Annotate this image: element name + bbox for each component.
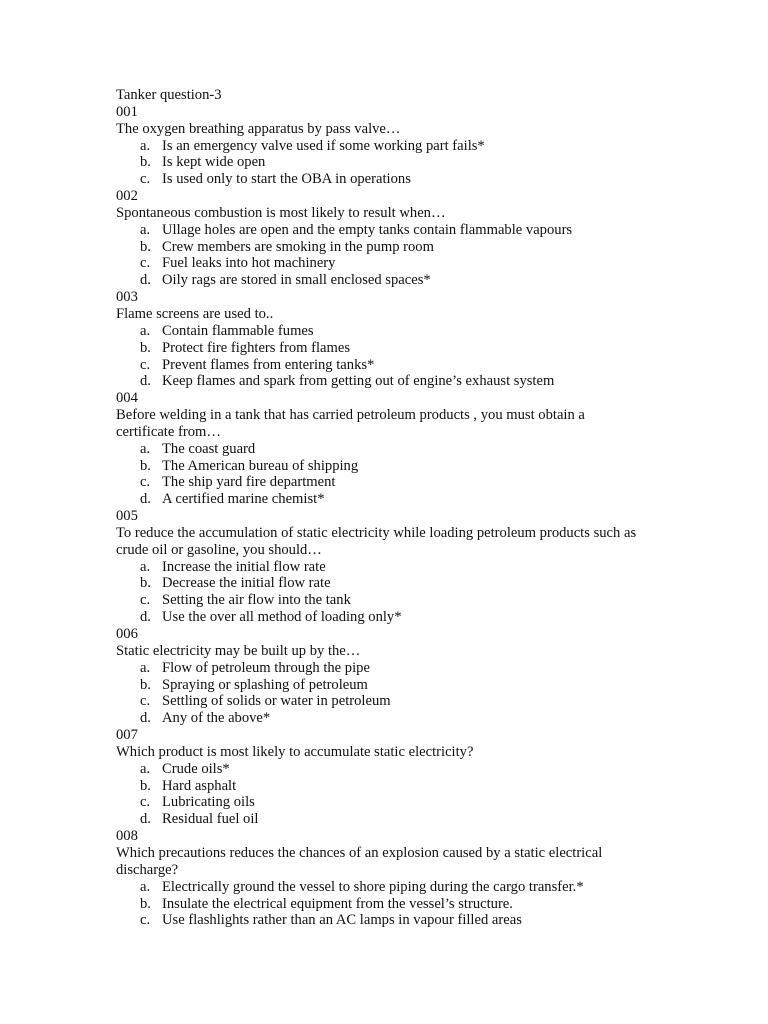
question-block: [116, 289, 646, 390]
option-text: Residual fuel oil: [162, 811, 259, 828]
question-block: [116, 390, 646, 508]
option-text: Is an emergency valve used if some working part fails*: [162, 137, 485, 154]
option-letter: d.: [140, 609, 151, 626]
answer-options: [116, 879, 646, 930]
question-text: Before welding in a tank that has carried petroleum products , you must obtain a certificate from…: [116, 407, 585, 440]
answer-option: [116, 458, 646, 475]
option-letter: c.: [140, 255, 151, 272]
answer-option: [116, 340, 646, 357]
option-letter: b.: [140, 457, 151, 474]
option-letter: a.: [140, 878, 151, 895]
option-letter: a.: [140, 137, 151, 154]
question-block: [116, 508, 646, 626]
option-letter: a.: [140, 322, 151, 339]
option-text: Use flashlights rather than an AC lamps in vapour filled areas: [162, 912, 522, 929]
option-text: Lubricating oils: [162, 794, 255, 811]
question-number: 002: [116, 188, 138, 205]
answer-option: [116, 138, 646, 155]
option-letter: b.: [140, 339, 151, 356]
option-text: Is kept wide open: [162, 154, 266, 171]
option-letter: c.: [140, 693, 151, 710]
answer-option: [116, 912, 646, 929]
answer-option: [116, 154, 646, 171]
answer-option: [116, 693, 646, 710]
answer-options: [116, 323, 646, 390]
document-title: Tanker question-3: [116, 87, 222, 103]
question-text: The oxygen breathing apparatus by pass valve…: [116, 120, 401, 137]
option-text: Crew members are smoking in the pump room: [162, 238, 434, 255]
question-block: [116, 727, 646, 828]
option-text: Crude oils*: [162, 760, 230, 777]
answer-option: [116, 373, 646, 390]
question-block: [116, 626, 646, 727]
question-block: [116, 188, 646, 289]
option-letter: b.: [140, 895, 151, 912]
option-text: Oily rags are stored in small enclosed spaces*: [162, 272, 431, 289]
question-list: [116, 104, 646, 929]
answer-option: [116, 239, 646, 256]
answer-option: [116, 879, 646, 896]
option-letter: c.: [140, 794, 151, 811]
answer-option: [116, 474, 646, 491]
option-text: Protect fire fighters from flames: [162, 339, 351, 356]
answer-option: [116, 222, 646, 239]
answer-options: [116, 559, 646, 626]
option-text: A certified marine chemist*: [162, 491, 325, 508]
option-text: The ship yard fire department: [162, 474, 336, 491]
question-text: Spontaneous combustion is most likely to result when…: [116, 204, 446, 221]
option-letter: d.: [140, 811, 151, 828]
option-text: Any of the above*: [162, 710, 271, 727]
document-page: [116, 87, 646, 929]
option-letter: d.: [140, 373, 151, 390]
answer-option: [116, 575, 646, 592]
option-text: Decrease the initial flow rate: [162, 575, 331, 592]
answer-option: [116, 357, 646, 374]
answer-option: [116, 710, 646, 727]
answer-option: [116, 677, 646, 694]
option-letter: b.: [140, 777, 151, 794]
option-letter: a.: [140, 558, 151, 575]
answer-option: [116, 896, 646, 913]
option-text: Setting the air flow into the tank: [162, 592, 351, 609]
question-text: Which precautions reduces the chances of an explosion caused by a static electrical discharge?: [116, 844, 603, 878]
option-text: Hard asphalt: [162, 777, 237, 794]
option-letter: b.: [140, 154, 151, 171]
answer-option: [116, 441, 646, 458]
option-letter: c.: [140, 592, 151, 609]
option-letter: d.: [140, 491, 151, 508]
question-text: Which product is most likely to accumulate static electricity?: [116, 743, 474, 760]
option-text: The American bureau of shipping: [162, 457, 359, 474]
answer-options: [116, 761, 646, 828]
option-text: Fuel leaks into hot machinery: [162, 255, 336, 272]
option-letter: d.: [140, 272, 151, 289]
option-letter: b.: [140, 676, 151, 693]
answer-option: [116, 559, 646, 576]
question-number: 003: [116, 289, 138, 306]
option-text: Flow of petroleum through the pipe: [162, 659, 370, 676]
answer-option: [116, 794, 646, 811]
answer-options: [116, 660, 646, 727]
answer-option: [116, 255, 646, 272]
option-text: Settling of solids or water in petroleum: [162, 693, 391, 710]
question-block: [116, 828, 646, 929]
answer-options: [116, 441, 646, 508]
question-number: 006: [116, 626, 138, 642]
option-text: Use the over all method of loading only*: [162, 609, 402, 626]
question-number: 008: [116, 828, 138, 845]
question-text: To reduce the accumulation of static electricity while loading petroleum products such as crude oil or gasoline, you should…: [116, 524, 637, 558]
answer-option: [116, 592, 646, 609]
option-letter: c.: [140, 171, 151, 188]
option-letter: a.: [140, 659, 151, 676]
question-number: 004: [116, 390, 138, 407]
option-letter: c.: [140, 912, 151, 929]
option-letter: b.: [140, 238, 151, 255]
option-text: Keep flames and spark from getting out of engine’s exhaust system: [162, 373, 555, 390]
answer-option: [116, 491, 646, 508]
answer-option: [116, 171, 646, 188]
answer-option: [116, 811, 646, 828]
option-letter: d.: [140, 710, 151, 727]
question-number: 007: [116, 727, 138, 744]
question-text: Static electricity may be built up by the…: [116, 642, 361, 659]
option-letter: a.: [140, 760, 151, 777]
option-letter: c.: [140, 474, 151, 491]
question-text: Flame screens are used to..: [116, 305, 274, 322]
answer-options: [116, 138, 646, 189]
option-text: Increase the initial flow rate: [162, 558, 326, 575]
option-text: Insulate the electrical equipment from the vessel’s structure.: [162, 895, 513, 912]
option-letter: a.: [140, 221, 151, 238]
question-number: 005: [116, 508, 138, 525]
answer-option: [116, 761, 646, 778]
question-block: [116, 104, 646, 188]
answer-option: [116, 778, 646, 795]
option-text: The coast guard: [162, 440, 256, 457]
option-text: Is used only to start the OBA in operations: [162, 171, 411, 188]
option-text: Spraying or splashing of petroleum: [162, 676, 368, 693]
question-number: 001: [116, 103, 138, 120]
option-text: Prevent flames from entering tanks*: [162, 356, 375, 373]
option-letter: a.: [140, 440, 151, 457]
option-letter: b.: [140, 575, 151, 592]
answer-option: [116, 272, 646, 289]
option-text: Electrically ground the vessel to shore piping during the cargo transfer.*: [162, 878, 584, 895]
option-text: Contain flammable fumes: [162, 322, 314, 339]
answer-option: [116, 323, 646, 340]
answer-option: [116, 609, 646, 626]
answer-options: [116, 222, 646, 289]
option-text: Ullage holes are open and the empty tanks contain flammable vapours: [162, 221, 573, 238]
answer-option: [116, 660, 646, 677]
option-letter: c.: [140, 356, 151, 373]
